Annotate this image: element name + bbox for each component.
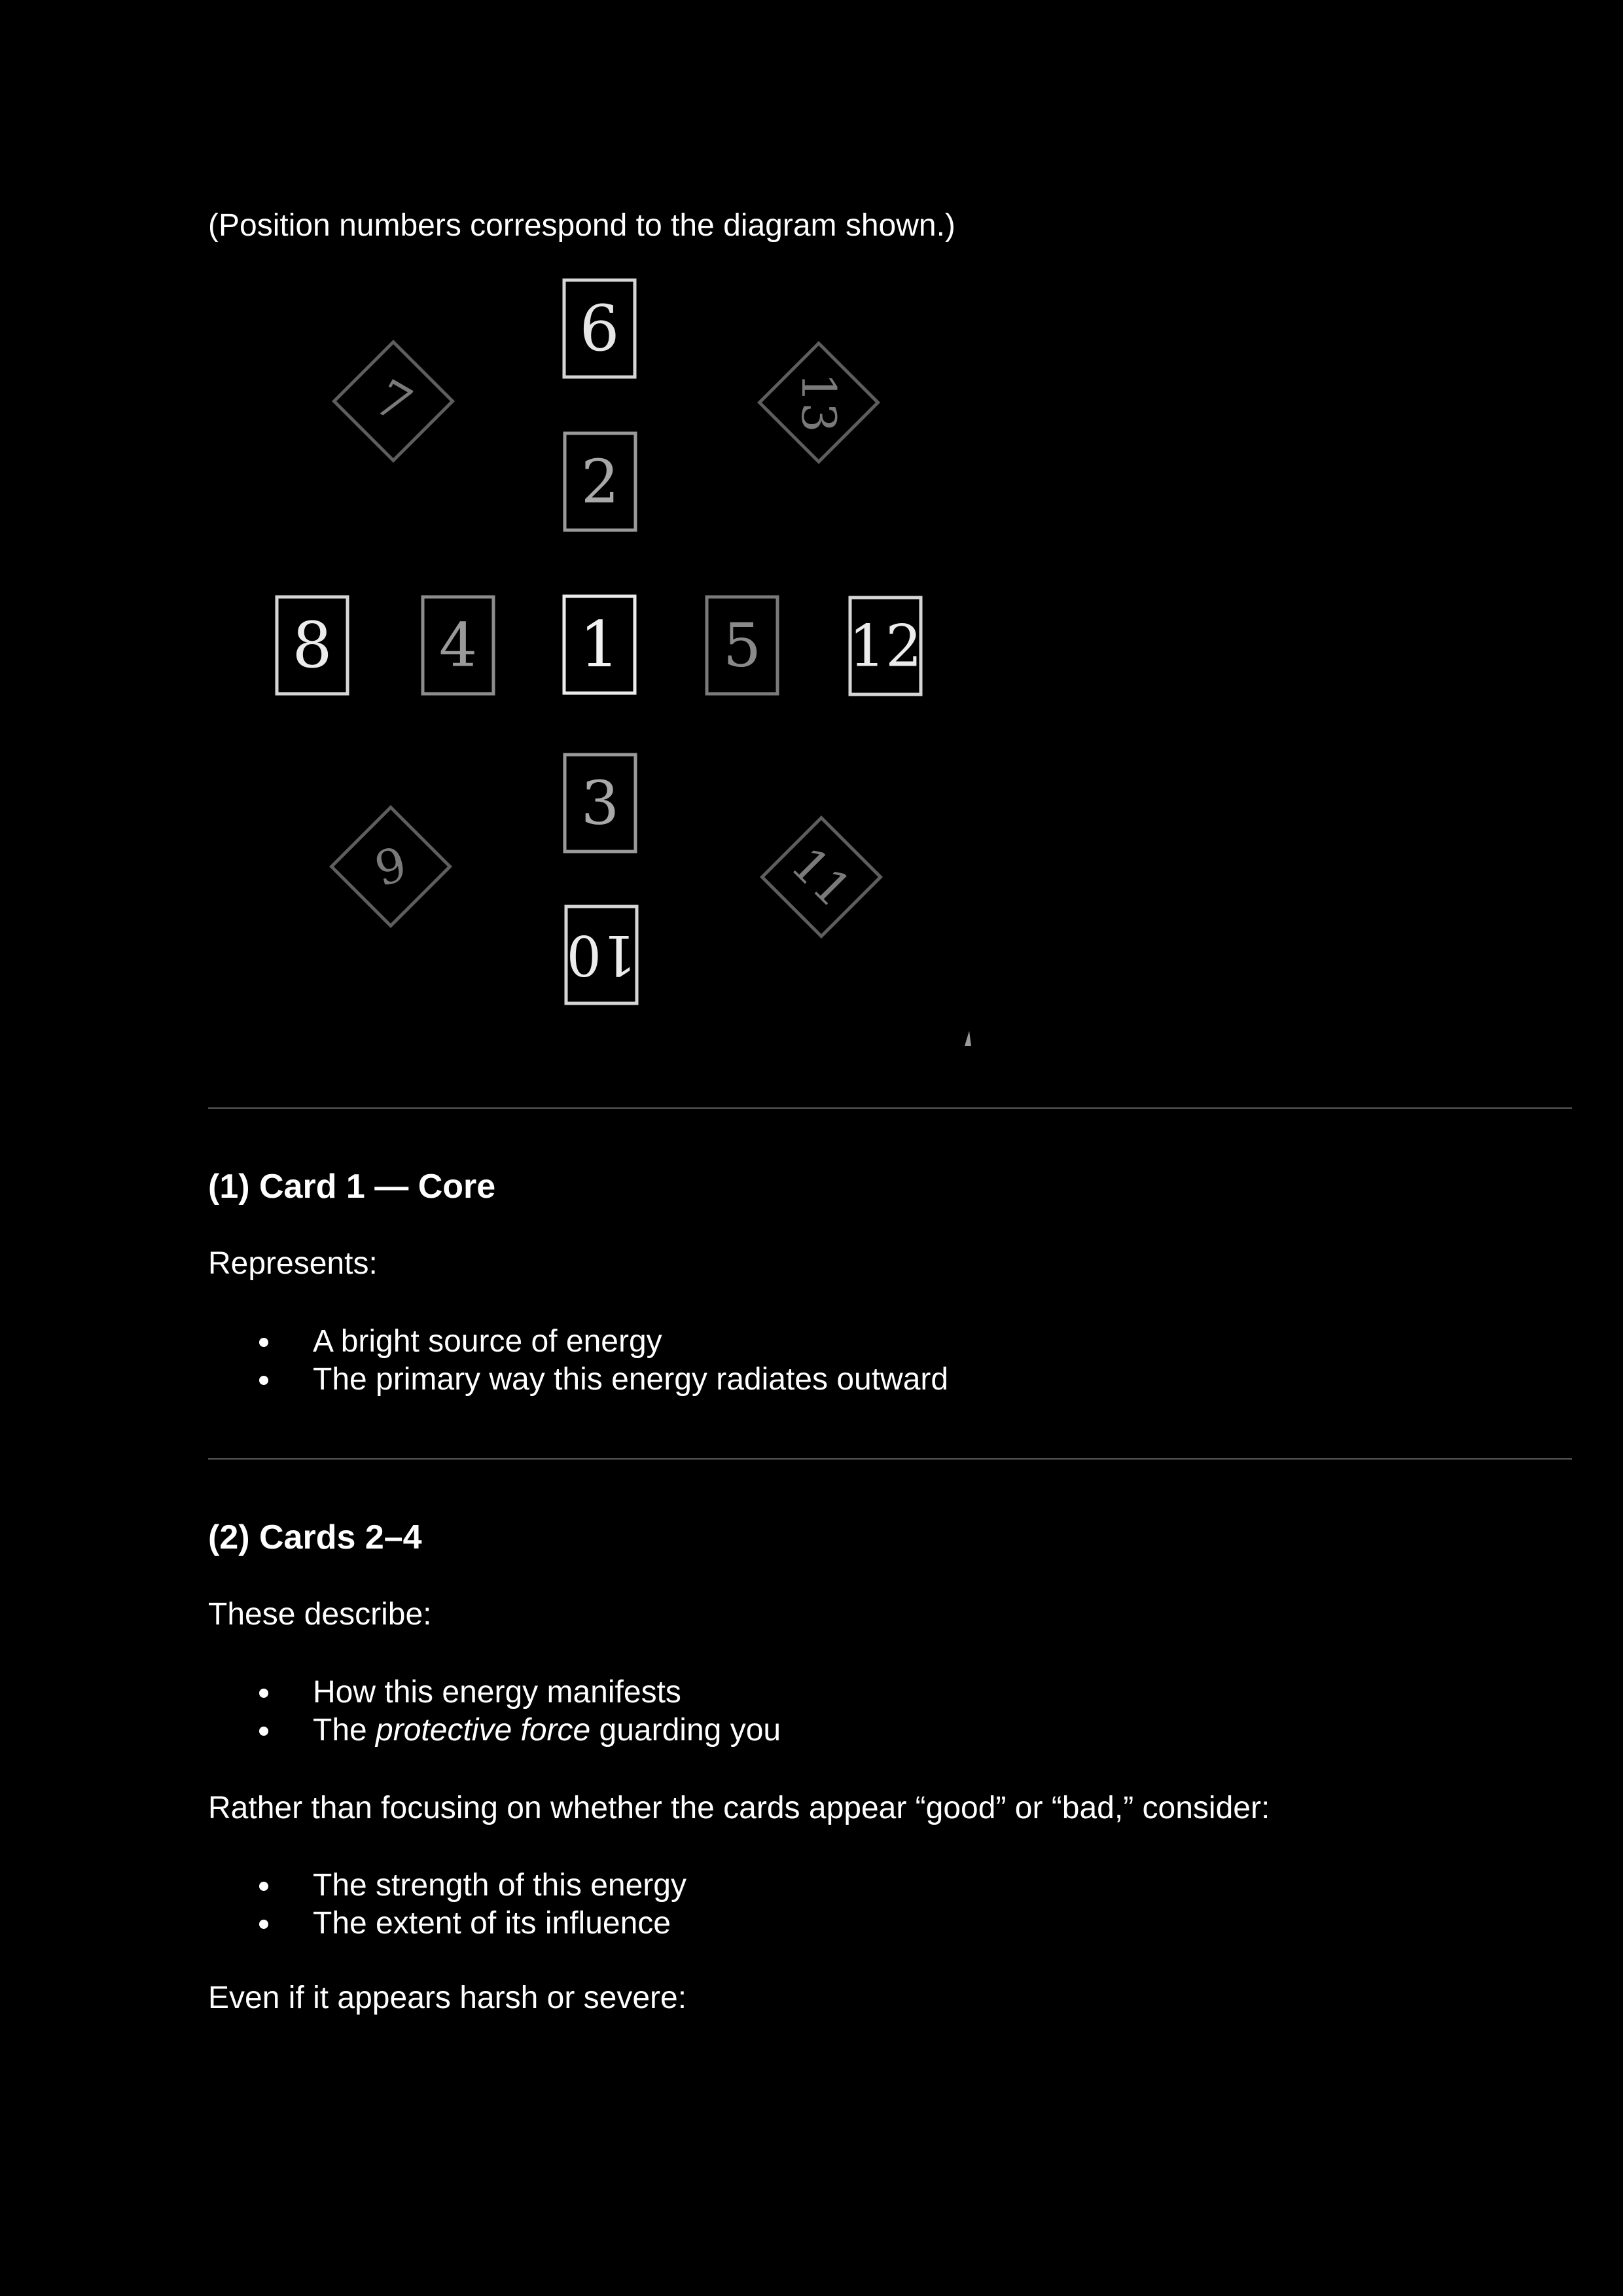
card-position-11 (762, 817, 880, 936)
card-label: 2 (580, 446, 620, 517)
bullet-dot (259, 1376, 268, 1385)
card-label: 11 (780, 836, 863, 918)
list-item-text: The extent of its influence (313, 1906, 671, 1941)
card-label: 12 (849, 612, 922, 680)
bullet-dot (259, 1689, 268, 1698)
section-divider (208, 1458, 1572, 1460)
section-2-closing: Even if it appears harsh or severe: (208, 1981, 687, 2015)
card-label: 13 (791, 372, 846, 433)
card-position-8 (277, 597, 348, 694)
bullet-dot (259, 1727, 268, 1736)
section-2-intro: These describe: (208, 1597, 432, 1632)
intro-note: (Position numbers correspond to the diagram shown.) (208, 208, 955, 243)
card-label: 8 (292, 609, 332, 682)
card-label: 4 (438, 610, 478, 681)
card-label: 10 (566, 923, 637, 987)
card-position-7 (334, 342, 452, 460)
section-1-bullet-list (208, 1323, 948, 1399)
card-position-4 (423, 597, 493, 694)
section-2-bullet-list (208, 1674, 781, 1749)
card-position-2 (565, 433, 635, 530)
card-label: 3 (580, 768, 620, 838)
list-item (208, 1712, 781, 1749)
section-2-consider: Rather than focusing on whether the cards appear “good” or “bad,” consider: (208, 1791, 1270, 1825)
bullet-dot (259, 1920, 268, 1929)
list-item (208, 1323, 948, 1361)
card-position-1 (564, 596, 635, 693)
card-position-6 (564, 280, 635, 377)
list-item-text-before: The (313, 1713, 376, 1748)
card-position-5 (707, 597, 777, 694)
list-item-text: How this energy manifests (313, 1675, 681, 1710)
section-2-title: (2) Cards 2–4 (208, 1518, 422, 1556)
bullet-dot (259, 1338, 268, 1347)
list-item-text: The primary way this energy radiates outward (313, 1362, 949, 1397)
card-label: 9 (369, 836, 412, 897)
list-item-emphasis: protective force (376, 1713, 591, 1748)
section-1-intro: Represents: (208, 1246, 378, 1281)
list-item (208, 1674, 781, 1712)
card-label: 6 (579, 292, 620, 365)
list-item (208, 1361, 948, 1399)
list-item-text-after: guarding you (590, 1713, 781, 1748)
list-item-text: The strength of this energy (313, 1868, 687, 1903)
card-spread-diagram (0, 0, 1623, 1073)
card-position-12 (849, 598, 922, 694)
card-position-10 (566, 906, 637, 1003)
bullet-dot (259, 1882, 268, 1891)
list-item (208, 1867, 687, 1905)
card-label: 1 (579, 608, 620, 681)
card-position-13 (759, 343, 878, 461)
stray-mark (965, 1031, 971, 1046)
card-label: 5 (722, 610, 762, 681)
card-label: 7 (365, 368, 422, 435)
list-item-text: A bright source of energy (313, 1324, 662, 1359)
list-item (208, 1905, 687, 1943)
card-position-3 (565, 755, 635, 852)
section-1-title: (1) Card 1 — Core (208, 1168, 496, 1206)
card-position-9 (331, 807, 450, 925)
section-divider (208, 1107, 1572, 1109)
section-2-consider-list (208, 1867, 687, 1943)
